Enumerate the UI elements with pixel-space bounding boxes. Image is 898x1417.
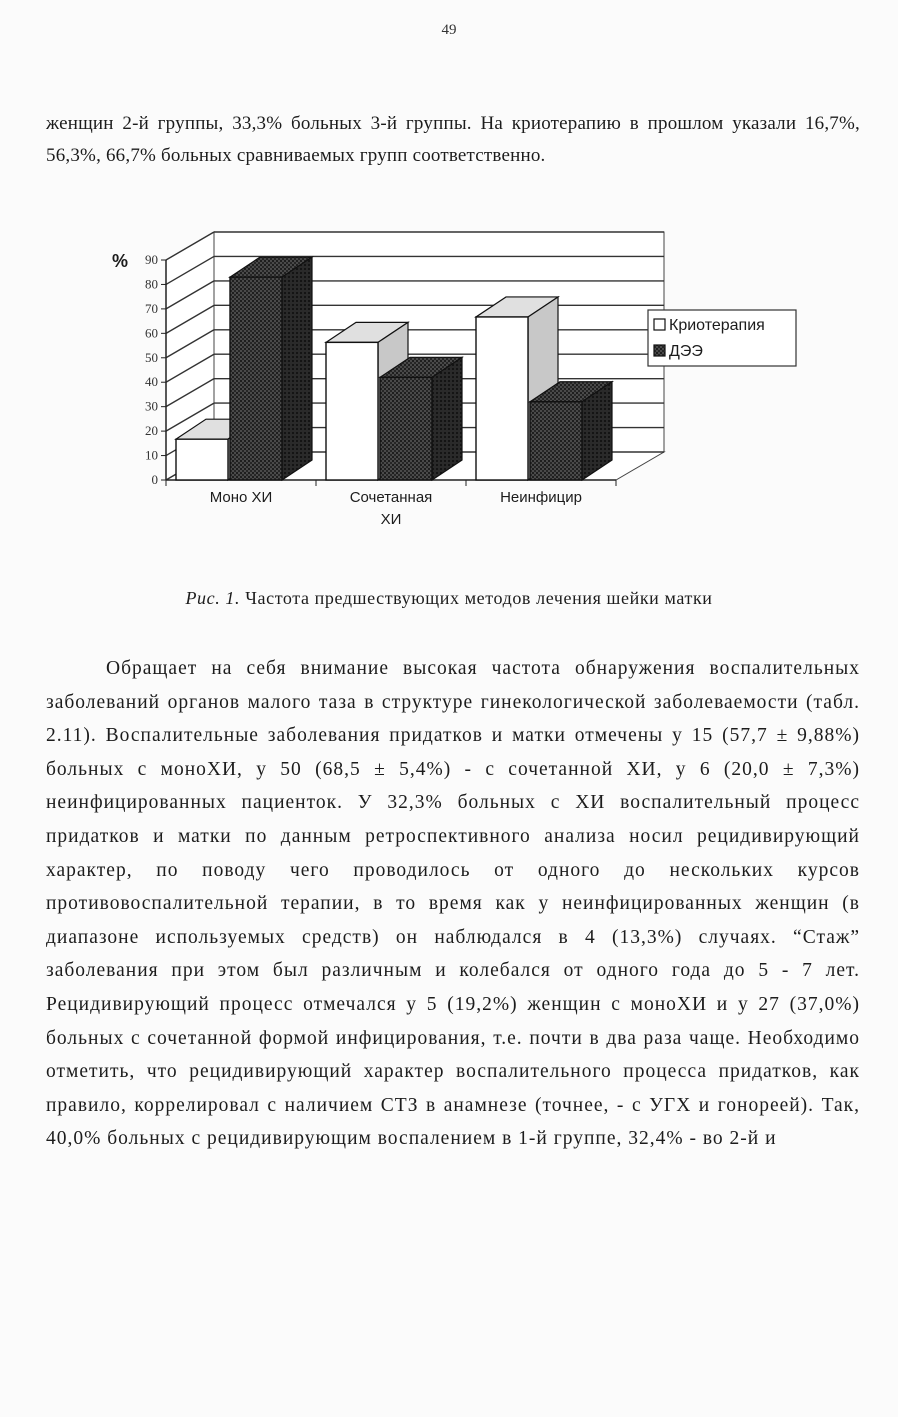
x-category-label: Неинфицир	[500, 489, 582, 506]
x-category-label: Моно ХИ	[209, 489, 273, 506]
y-tick-label: 10	[145, 447, 158, 463]
bar	[230, 277, 282, 480]
bar	[176, 439, 228, 480]
y-tick-label: 80	[145, 276, 158, 292]
y-tick-label: 30	[145, 398, 158, 414]
figure-caption-label: Рис. 1.	[185, 588, 241, 608]
bar	[476, 317, 528, 480]
figure-caption	[0, 588, 898, 609]
y-tick-label: 90	[145, 252, 158, 267]
legend-swatch	[654, 345, 665, 356]
bar	[380, 377, 432, 480]
bar-chart	[96, 228, 816, 558]
bar-side-face	[282, 257, 312, 480]
y-tick-label: 0	[151, 472, 158, 487]
bar-side-face	[432, 357, 462, 480]
y-tick-label: 40	[145, 374, 158, 390]
y-unit-label: %	[112, 251, 129, 271]
x-category-label: Сочетанная	[349, 489, 433, 506]
chart-legend	[648, 310, 796, 366]
chart-svg	[96, 228, 816, 558]
y-tick-label: 50	[145, 349, 158, 365]
y-tick-label: 70	[145, 300, 158, 316]
y-tick-label: 60	[145, 325, 158, 341]
legend-label: Криотерапия	[669, 317, 765, 334]
page-number: 49	[441, 22, 457, 38]
bar	[530, 402, 582, 480]
figure-caption-text: Частота предшествующих методов лечения шейки матки	[240, 588, 713, 608]
top-paragraph: женщин 2-й группы, 33,3% больных 3-й группы. На криотерапию в прошлом указали 16,7%, 56,3%, 66,7% больных сравниваемых групп соответственно.	[46, 113, 860, 166]
body-paragraph: Обращает на себя внимание высокая частота обнаружения воспалительных заболеваний органов малого таза в структуре гинекологической заболеваемости (табл. 2.11). Воспалительные заболевания придатков и матки отмечены у 15 (57,7 ± 9,88%) больных с моноХИ, у 50 (68,5 ± 5,4%) - с сочетанной ХИ, у 6 (20,0 ± 7,3%) неинфицированных пациенток. У 32,3% больных с ХИ воспалительный процесс придатков и матки по данным ретроспективного анализа носил рецидивирующий характер, по поводу чего проводилось от одного до нескольких курсов противовоспалительной терапии, в то время как у неинфицированных женщин (в диапазоне используемых средств) он наблюдался в 4 (13,3%) случаях. “Стаж” заболевания при этом был различным и колебался от одного года до 5 - 7 лет. Рецидивирующий процесс отмечался у 5 (19,2%) женщин с моноХИ и у 27 (37,0%) больных с сочетанной формой инфицирования, т.е. почти в два раза чаще. Необходимо отметить, что рецидивирующий характер воспалительного процесса придатков, как правило, коррелировал с наличием СТЗ в анамнезе (точнее, - с УГХ и гонореей). Так, 40,0% больных с рецидивирующим воспалением в 1-й группе, 32,4% - во 2-й и	[46, 658, 860, 1150]
legend-label: ДЭЭ	[669, 343, 703, 360]
bar	[326, 342, 378, 480]
legend-swatch	[654, 319, 665, 330]
x-category-label: ХИ	[380, 511, 402, 528]
y-tick-label: 20	[145, 423, 158, 439]
